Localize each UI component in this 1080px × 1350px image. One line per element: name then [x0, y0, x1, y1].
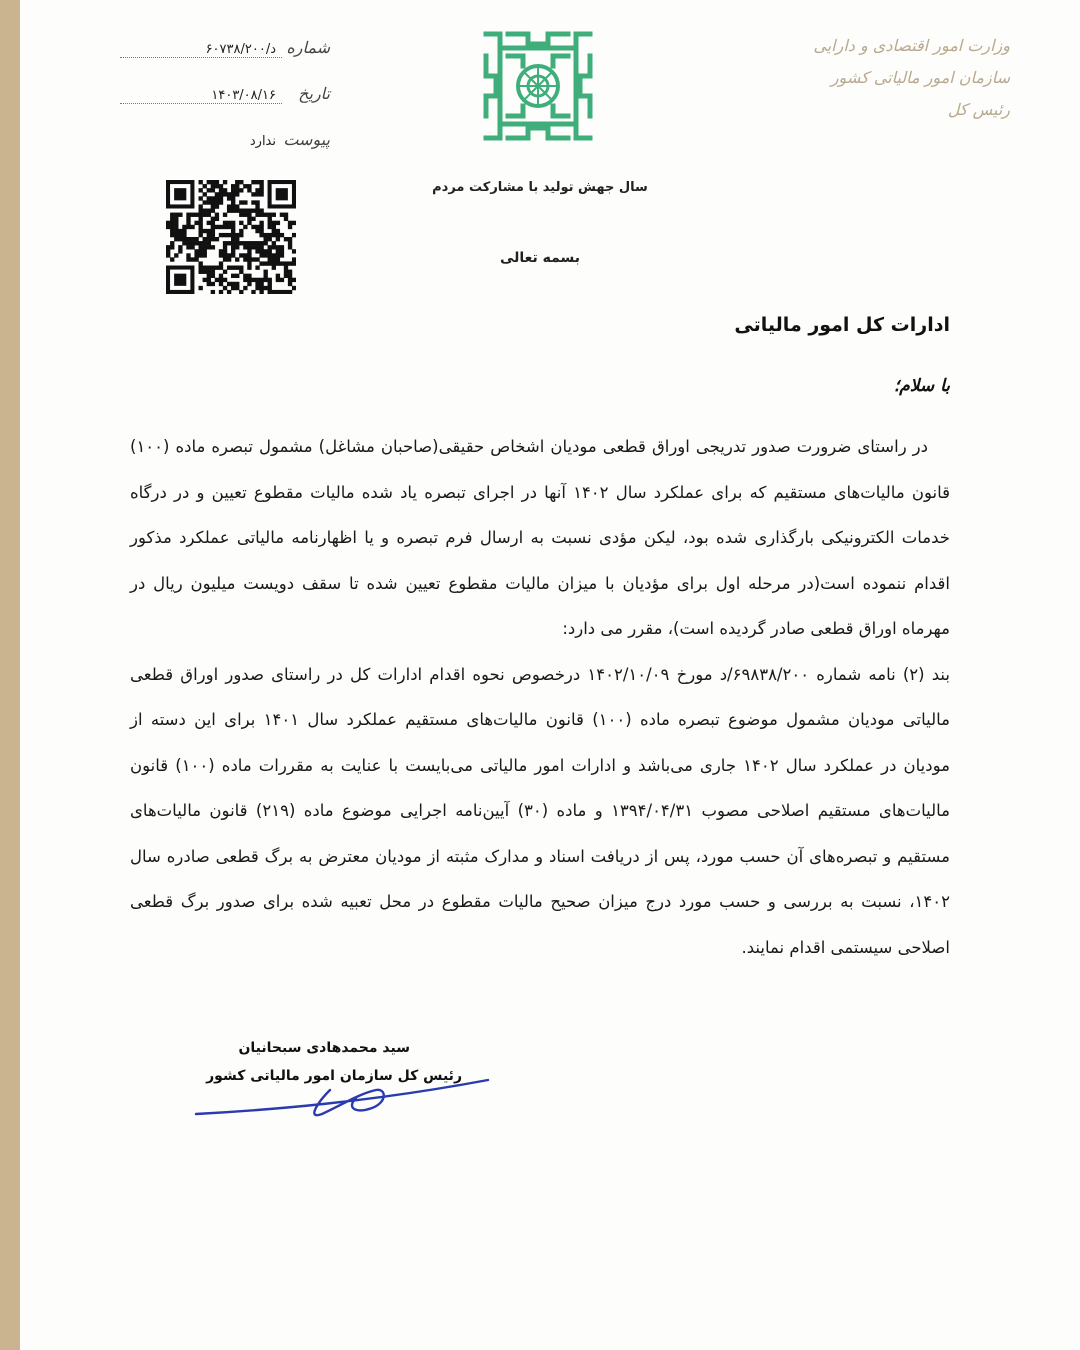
qr-code — [166, 180, 296, 294]
signature-block — [190, 1032, 510, 1132]
bismillah-heading: بسمه تعالی — [499, 250, 581, 266]
letter-date: ۱۴۰۳/۰۸/۱۶ — [120, 88, 282, 104]
attachment-label: پیوست — [283, 130, 330, 149]
letterhead-position: رئیس کل — [947, 100, 1010, 119]
number-row — [120, 38, 330, 84]
letterhead-ministry: وزارت امور اقتصادی و دارایی — [813, 36, 1010, 55]
letter-number: ۶۰۷۳۸/۲۰۰/د — [120, 42, 282, 58]
letter-body — [130, 424, 950, 970]
date-label: تاریخ — [298, 84, 330, 103]
signatory-name: سید محمدهادی سبحانیان — [238, 1040, 410, 1056]
letterhead-organization: سازمان امور مالیاتی کشور — [830, 68, 1010, 87]
attachment-value: ندارد — [249, 134, 276, 149]
tax-organization-logo — [478, 26, 598, 146]
body-paragraph-2: بند (۲) نامه شماره ۶۹۸۳۸/۲۰۰/د مورخ ۱۴۰۲/۱۰/۰۹ درخصوص نحوه اقدام ادارات کل در راستای صدور اوراق قطعی مالیاتی مودیان مشمول موضوع تبصره ماده (۱۰۰) قانون مالیات‌های مستقیم عملکرد سال ۱۴۰۱ برای این دسته از مودیان در عملکرد سال ۱۴۰۲ جاری می‌باشد و ادارات امور مالیاتی می‌بایست با عنایت به مقررات ماده (۱۰۰) قانون مالیات‌های مستقیم اصلاحی مصوب ۱۳۹۴/۰۴/۳۱ و ماده (۳۰) آیین‌نامه اجرایی موضوع ماده (۲۱۹) قانون مالیات‌های مستقیم و تبصره‌های آن حسب مورد، پس از دریافت اسناد و مدارک مثبته از مودیان معترض به برگ قطعی صادره سال ۱۴۰۲، نسبت به بررسی و حسب مورد درج میزان صحیح مالیات مقطوع در محل تعبیه شده برای صدور برگ قطعی اصلاحی سیستمی اقدام نمایند. — [130, 664, 950, 957]
number-label: شماره — [286, 38, 330, 57]
body-paragraph-1: در راستای ضرورت صدور تدریجی اوراق قطعی مودیان اشخاص حقیقی(صاحبان مشاغل) مشمول تبصره ماده (۱۰۰) قانون مالیات‌های مستقیم که برای عملکرد سال ۱۴۰۲ آنها در اجرای تبصره یاد شده مالیات مقطوع تعیین و در درگاه خدمات الکترونیکی بارگذاری شده بود، لیکن مؤدی نسبت به ارسال فرم تبصره و یا اظهارنامه مالیاتی عملکرد مذکور اقدام ننموده است(در مرحله اول برای مؤدیان با میزان مالیات مقطوع تعیین شده تا سقف دویست میلیون ریال در مهرماه اوراق قطعی صادر گردیده است)، مقرر می دارد: — [130, 437, 950, 638]
signatory-title: رئیس کل سازمان امور مالیاتی کشور — [206, 1068, 462, 1084]
attachment-row — [120, 130, 330, 176]
ministry-letterhead — [780, 30, 1010, 126]
recipient-heading: ادارات کل امور مالیاتی — [734, 314, 950, 336]
letter-page — [20, 0, 1080, 1350]
letter-meta — [120, 38, 330, 176]
date-row — [120, 84, 330, 130]
year-slogan: سال جهش تولید با مشارکت مردم — [432, 180, 648, 195]
greeting: با سلام؛ — [893, 376, 950, 396]
